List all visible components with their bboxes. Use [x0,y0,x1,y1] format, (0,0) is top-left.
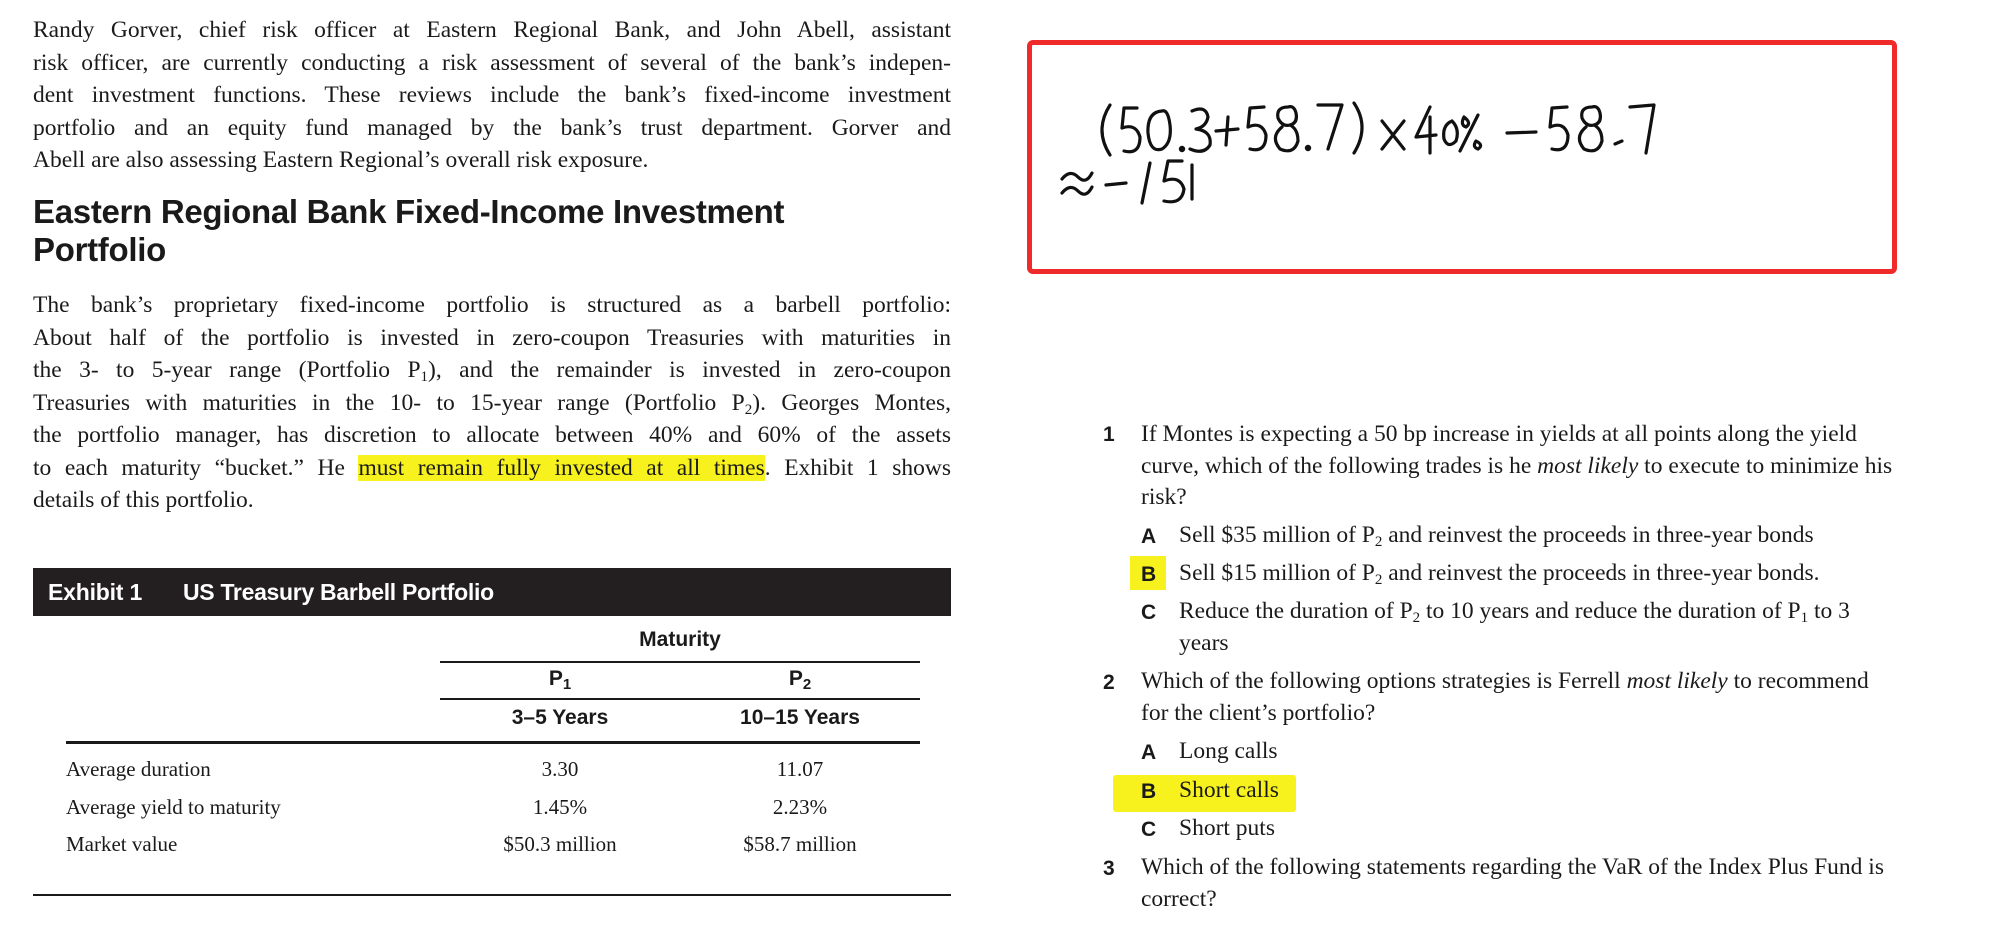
subscript: 2 [1374,534,1383,550]
col-p2-header [680,667,920,691]
body-line: the portfolio manager, has discretion to allocate between 40% and 60% of the assets [33,422,951,448]
body-line: About half of the portfolio is invested in zero-coupon Treasuries with maturities in [33,324,951,351]
question-line [1141,666,1869,698]
body-line: The bank’s proprietary fixed-income portfolio is structured as a barbell portfolio: [33,292,951,318]
body-text: Treasuries with maturities in the 10- to 15-year range (Portfolio P [33,389,745,416]
maturity-header: Maturity [639,628,721,651]
option-text: Long calls [1179,738,1278,764]
body-line [33,387,951,420]
section-heading [33,193,933,269]
option-part: to 3 [1808,598,1850,624]
question-line: Which of the following statements regarding the VaR of the Index Plus Fund is [1141,854,1884,880]
option-part: and reinvest the proceeds in three-year bonds. [1382,560,1820,586]
intro-line: Randy Gorver, chief risk officer at Eastern Regional Bank, and John Abell, assistant [33,17,951,43]
question-number: 1 [1103,423,1115,446]
highlighted-text: must remain fully invested at all times [358,454,765,481]
question-line: correct? [1141,885,1217,912]
body-line [33,452,951,485]
body-text: ). Georges Montes, [752,389,951,416]
handwriting-drawing [1032,45,1902,279]
cell-p1: $50.3 million [503,832,617,856]
option-part: and reinvest the proceeds in three-year bonds [1382,522,1814,548]
exhibit-number: Exhibit 1 [48,579,143,605]
intro-line: risk officer, are currently conducting a risk assessment of several of the bank’s indepen- [33,49,951,76]
question-text [1141,419,1892,514]
cell-p2: 2.23% [772,795,828,819]
body-text: to each maturity “bucket.” He [33,454,359,481]
col-p1-header [440,667,680,691]
italic-text: most likely [1626,668,1728,694]
cell-p1: 3.30 [541,757,579,781]
intro-line: portfolio and an equity fund managed by the bank’s trust department. Gorver and [33,114,951,141]
option-letter: B [1141,563,1157,586]
subscript: 1 [562,676,572,693]
option-part: years [1179,629,1229,656]
subscript: 2 [1374,572,1383,588]
intro-line: Abell are also assessing Eastern Regional’s overall risk exposure. [33,147,649,173]
question-part: to recommend [1727,668,1869,694]
intro-line: dent investment functions. These reviews include the bank’s fixed-income investment [33,82,951,108]
table-bottom-rule [33,894,951,896]
question-line: If Montes is expecting a 50 bp increase in yields at all points along the yield [1141,421,1857,447]
question-part: Which of the following options strategies is Ferrell [1141,668,1627,694]
option-letter: A [1141,525,1157,548]
option-letter: C [1141,601,1157,624]
body-paragraph [33,289,951,517]
header-rule [440,661,920,663]
col-name: P [788,667,803,690]
cell-p2: 11.07 [776,757,824,781]
option-text: Short calls [1179,777,1279,803]
question-number: 2 [1103,671,1115,694]
option-letter: C [1141,818,1157,841]
col-p2-range: 10–15 Years [740,706,860,729]
question-line: curve, which of the following trades is he most likely to execute to minimize his [1141,452,1893,479]
body-text: the 3- to 5-year range (Portfolio P [33,357,421,383]
subscript: 2 [1412,610,1421,626]
subscript: 1 [420,369,429,385]
option-letter: A [1141,741,1157,764]
question-line: risk? [1141,484,1187,510]
body-text: ), and the remainder is invested in zero-coupon [428,357,951,383]
question-text [1141,666,1869,729]
header-rule [440,698,920,700]
option-text [1179,520,1814,552]
option-part: Sell $15 million of P [1179,560,1375,586]
heading-line: Portfolio [33,231,166,268]
option-part: to 10 years and reduce the duration of P [1420,598,1801,624]
subscript: 1 [1800,610,1809,626]
question-line: for the client’s portfolio? [1141,699,1376,726]
col-p1-range: 3–5 Years [511,706,609,729]
row-label: Average yield to maturity [66,795,281,819]
option-part: Reduce the duration of P [1179,598,1413,624]
subscript: 2 [802,676,812,693]
subscript: 2 [744,401,753,418]
table-top-rule [66,741,920,744]
body-line [33,354,951,387]
option-part: Sell $35 million of P [1179,522,1375,548]
cell-p2: $58.7 million [743,832,857,856]
option-letter: B [1141,780,1157,803]
handwritten-note-box [1027,40,1897,274]
row-label: Average duration [66,757,211,781]
option-text [1179,596,1850,659]
option-text [1179,558,1820,590]
exhibit-title: US Treasury Barbell Portfolio [183,579,494,605]
body-line: details of this portfolio. [33,487,254,513]
col-name: P [548,667,563,690]
cell-p1: 1.45% [532,795,588,819]
intro-paragraph [33,14,951,177]
option-text: Short puts [1179,815,1275,841]
question-text [1141,852,1884,915]
italic-text: most likely [1537,452,1639,479]
body-text: . Exhibit 1 shows [764,454,951,481]
row-label: Market value [66,832,178,856]
exhibit-title-bar [33,568,951,616]
heading-line: Eastern Regional Bank Fixed-Income Investment [33,193,785,230]
question-number: 3 [1103,857,1115,880]
